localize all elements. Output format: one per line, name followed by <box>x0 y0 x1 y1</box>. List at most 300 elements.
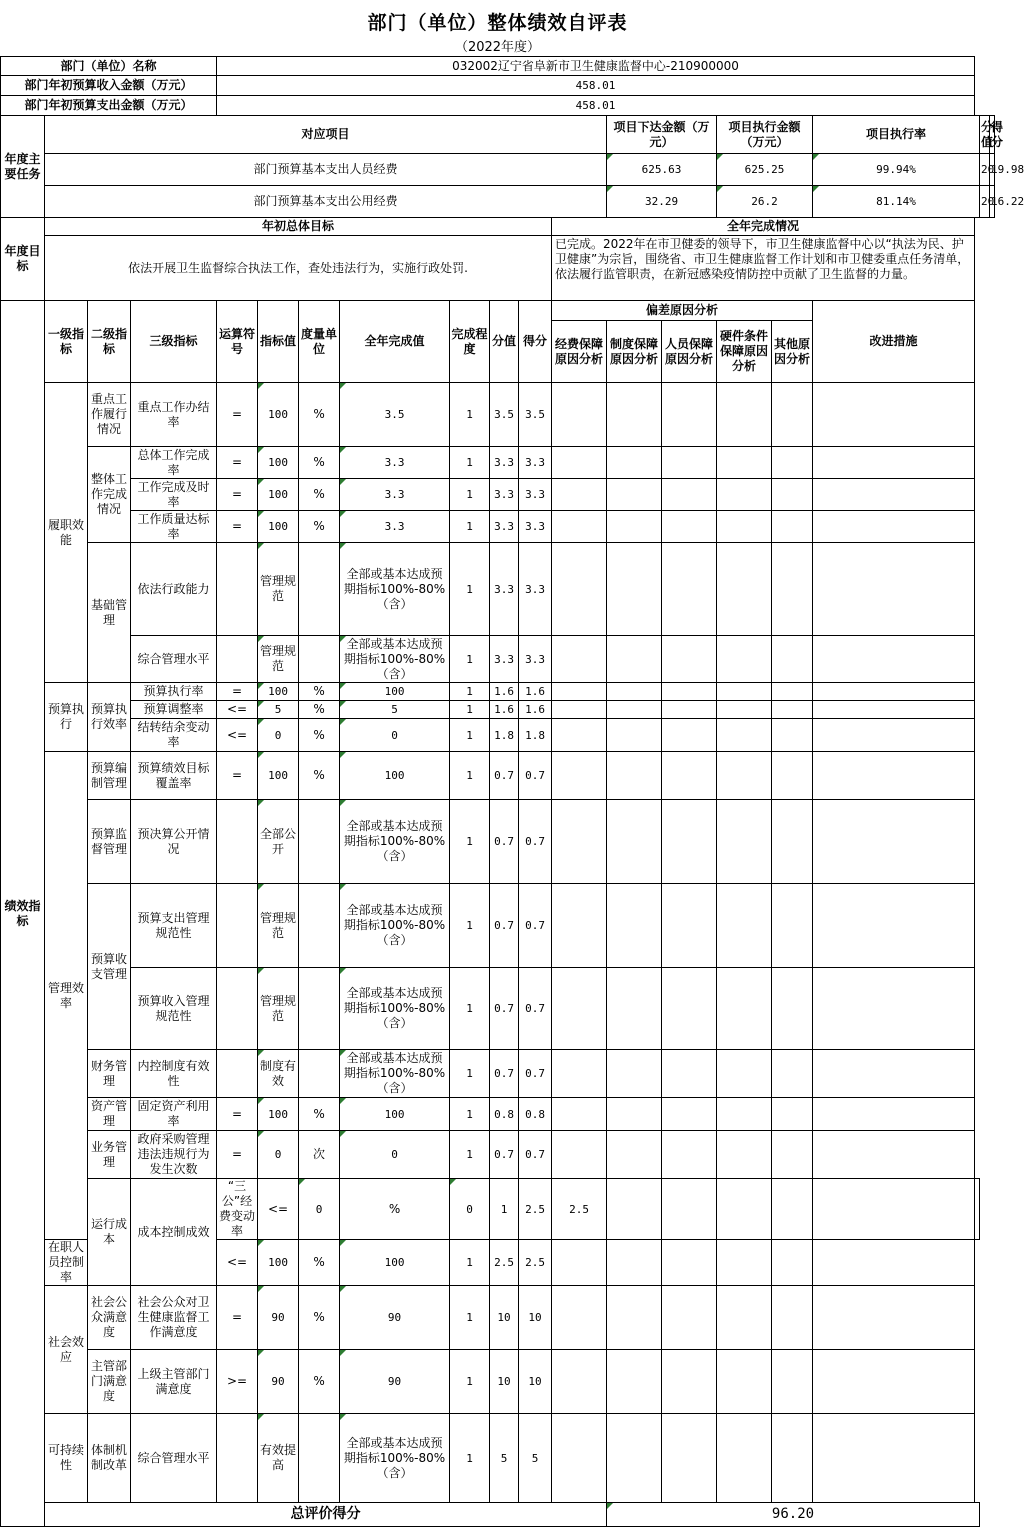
indicator-actual: 0 <box>450 1179 490 1240</box>
indicator-row <box>1 543 995 636</box>
l1-perf: 履职效能 <box>45 383 88 683</box>
dev-cell <box>607 511 662 543</box>
indicator-degree: 1 <box>450 1240 490 1286</box>
dev-cell <box>662 511 717 543</box>
l1-sustain: 可持续性 <box>45 1414 88 1503</box>
indicator-degree: 1 <box>450 1286 490 1350</box>
indicator-unit: % <box>299 1350 340 1414</box>
improve-cell <box>813 719 975 752</box>
header-dev-staff: 人员保障原因分析 <box>662 321 717 383</box>
indicator-target: 100 <box>258 752 299 800</box>
goal-done-header: 全年完成情况 <box>552 218 975 236</box>
dev-cell <box>662 1179 717 1240</box>
indicator-unit <box>299 968 340 1050</box>
dev-cell <box>552 683 607 701</box>
indicator-op: = <box>217 752 258 800</box>
indicator-score: 0.7 <box>519 1131 552 1179</box>
l1-cost: 运行成本 <box>88 1179 131 1286</box>
indicator-actual: 100 <box>340 752 450 800</box>
indicator-actual: 100 <box>340 683 450 701</box>
income-value: 458.01 <box>217 76 975 96</box>
indicator-unit <box>299 800 340 884</box>
header-dev-system: 制度保障原因分析 <box>607 321 662 383</box>
dev-cell <box>772 636 813 683</box>
indicator-target: 管理规范 <box>258 636 299 683</box>
indicator-score: 3.5 <box>519 383 552 447</box>
improve-cell <box>813 701 975 719</box>
dev-cell <box>552 752 607 800</box>
improve-cell <box>813 479 975 511</box>
indicator-degree: 1 <box>450 383 490 447</box>
indicator-weight: 0.7 <box>490 752 519 800</box>
indicator-row <box>1 1179 995 1240</box>
header-degree: 完成程度 <box>450 301 490 383</box>
indicator-target: 制度有效 <box>258 1050 299 1098</box>
indicator-degree: 1 <box>450 511 490 543</box>
l2-base-mgmt: 基础管理 <box>88 543 131 683</box>
indicator-name: 工作质量达标率 <box>131 511 217 543</box>
dev-cell <box>607 1286 662 1350</box>
indicator-op <box>217 636 258 683</box>
indicator-name: 预算绩效目标覆盖率 <box>131 752 217 800</box>
dev-cell <box>552 1414 607 1503</box>
indicator-unit: % <box>340 1179 450 1240</box>
task-score: 19.98 <box>989 154 994 186</box>
indicator-row <box>1 719 995 752</box>
dev-cell <box>607 752 662 800</box>
indicator-score: 0.7 <box>519 800 552 884</box>
indicator-score: 3.3 <box>519 636 552 683</box>
dev-cell <box>772 1131 813 1179</box>
indicator-degree: 1 <box>450 636 490 683</box>
dev-cell <box>607 543 662 636</box>
header-score: 得分 <box>519 301 552 383</box>
indicator-row <box>1 383 995 447</box>
dev-cell <box>662 719 717 752</box>
indicator-score: 3.3 <box>519 479 552 511</box>
improve-cell <box>813 683 975 701</box>
indicator-unit: % <box>299 1240 340 1286</box>
goal-init-header: 年初总体目标 <box>45 218 552 236</box>
page-subtitle: （2022年度） <box>454 40 541 55</box>
evaluation-table <box>0 56 1024 1527</box>
indicator-unit <box>299 543 340 636</box>
l2-asset: 资产管理 <box>88 1098 131 1131</box>
indicator-op: = <box>217 511 258 543</box>
indicator-weight: 2.5 <box>519 1179 552 1240</box>
dept-name-label: 部门（单位）名称 <box>1 57 217 76</box>
dev-cell <box>552 383 607 447</box>
dev-cell <box>607 636 662 683</box>
indicator-actual: 100 <box>340 1098 450 1131</box>
dev-cell <box>772 447 813 479</box>
improve-cell <box>813 800 975 884</box>
dev-cell <box>552 1131 607 1179</box>
indicator-op: <= <box>217 701 258 719</box>
tasks-side-label: 年度主要任务 <box>1 116 45 218</box>
l2-key-work: 重点工作履行情况 <box>88 383 131 447</box>
header-target: 指标值 <box>258 301 299 383</box>
task-issued: 625.63 <box>607 154 717 186</box>
indicator-name: 固定资产利用率 <box>131 1098 217 1131</box>
indicator-degree: 1 <box>450 752 490 800</box>
dev-cell <box>772 1350 813 1414</box>
header-l3: 三级指标 <box>131 301 217 383</box>
dev-cell <box>662 1240 717 1286</box>
task-executed: 625.25 <box>717 154 813 186</box>
dev-cell <box>662 1414 717 1503</box>
dev-cell <box>772 968 813 1050</box>
indicator-name: 社会公众对卫生健康监督工作满意度 <box>131 1286 217 1350</box>
header-l1: 一级指标 <box>45 301 88 383</box>
indicator-degree: 1 <box>450 701 490 719</box>
header-dev-other: 其他原因分析 <box>772 321 813 383</box>
indicator-row <box>1 752 995 800</box>
dev-cell <box>552 1240 607 1286</box>
dev-cell <box>607 884 662 968</box>
expense-row <box>1 96 995 116</box>
dev-cell <box>662 884 717 968</box>
indicator-row <box>1 1131 995 1179</box>
improve-cell <box>813 1050 975 1098</box>
indicator-unit: % <box>299 683 340 701</box>
indicator-op: = <box>217 479 258 511</box>
header-dev-hardware: 硬件条件保障原因分析 <box>717 321 772 383</box>
indicator-actual: 全部或基本达成预期指标100%-80%（含） <box>340 800 450 884</box>
indicator-unit: % <box>299 752 340 800</box>
l2-budget-eff: 预算执行效率 <box>88 683 131 752</box>
dev-cell <box>717 701 772 719</box>
dev-cell <box>772 543 813 636</box>
indicator-target: 90 <box>258 1286 299 1350</box>
indicator-actual: 全部或基本达成预期指标100%-80%（含） <box>340 968 450 1050</box>
indicator-row <box>1 884 995 968</box>
tasks-header-score: 得分 <box>989 116 994 154</box>
indicator-target: 0 <box>258 1131 299 1179</box>
indicator-degree: 1 <box>450 884 490 968</box>
improve-cell <box>813 1240 975 1286</box>
indicator-target: 100 <box>258 447 299 479</box>
indicator-row <box>1 636 995 683</box>
indicator-name: 综合管理水平 <box>131 1414 217 1503</box>
improve-cell <box>813 543 975 636</box>
task-row <box>1 154 995 186</box>
tasks-header-item: 对应项目 <box>45 116 607 154</box>
dev-cell <box>552 511 607 543</box>
tasks-header-issued: 项目下达金额（万元） <box>607 116 717 154</box>
goal-side-label: 年度目标 <box>1 218 45 301</box>
dev-cell <box>772 752 813 800</box>
indicator-score: 2.5 <box>519 1240 552 1286</box>
indicator-weight: 2.5 <box>490 1240 519 1286</box>
indicator-op <box>217 884 258 968</box>
dev-cell <box>772 800 813 884</box>
dev-cell <box>662 1286 717 1350</box>
indicator-actual: 100 <box>340 1240 450 1286</box>
indicator-score: 1.8 <box>519 719 552 752</box>
dev-cell <box>552 719 607 752</box>
indicator-weight: 3.3 <box>490 511 519 543</box>
tasks-header-weight: 分值 <box>980 116 990 154</box>
indicator-target: 有效提高 <box>258 1414 299 1503</box>
dev-cell <box>607 683 662 701</box>
indicator-weight: 10 <box>490 1286 519 1350</box>
indicator-name: 工作完成及时率 <box>131 479 217 511</box>
indicator-degree: 1 <box>450 479 490 511</box>
indicator-actual: 90 <box>340 1286 450 1350</box>
income-row <box>1 76 995 96</box>
indicator-name: 上级主管部门满意度 <box>131 1350 217 1414</box>
dev-cell <box>662 1098 717 1131</box>
indicator-weight: 3.3 <box>490 447 519 479</box>
indicator-op <box>217 968 258 1050</box>
dept-name-row <box>1 57 995 76</box>
dev-cell <box>607 1098 662 1131</box>
dev-cell <box>772 1240 813 1286</box>
indicator-target: 100 <box>258 383 299 447</box>
goal-init-text: 依法开展卫生监督综合执法工作，查处违法行为，实施行政处罚. <box>45 236 552 301</box>
goal-done-text: 已完成。2022年在市卫健委的领导下，市卫生健康监督中心以“执法为民、护卫健康”为宗旨，围绕省、市卫生健康监督工作计划和市卫健委重点任务清单，依法履行监管职责，在新冠感染疫情防控中贡献了卫生监督的力量。 <box>552 236 975 301</box>
tasks-header-row <box>1 116 995 154</box>
improve-cell <box>813 447 975 479</box>
dev-cell <box>662 383 717 447</box>
task-weight: 20 <box>980 186 990 218</box>
dev-cell <box>607 1414 662 1503</box>
task-weight: 20 <box>980 154 990 186</box>
indicator-name: 总体工作完成率 <box>131 447 217 479</box>
indicator-actual: 3.3 <box>340 479 450 511</box>
indicator-weight: 3.3 <box>490 636 519 683</box>
dev-cell <box>552 1098 607 1131</box>
indicator-weight: 0.7 <box>490 800 519 884</box>
dev-cell <box>607 800 662 884</box>
indicator-actual: 全部或基本达成预期指标100%-80%（含） <box>340 1414 450 1503</box>
indicator-name: 依法行政能力 <box>131 543 217 636</box>
dev-cell <box>607 1131 662 1179</box>
dev-cell <box>717 511 772 543</box>
header-l2: 二级指标 <box>88 301 131 383</box>
indicator-row <box>1 479 995 511</box>
task-item: 部门预算基本支出人员经费 <box>45 154 607 186</box>
tasks-header-executed: 项目执行金额（万元） <box>717 116 813 154</box>
indicator-row <box>1 1350 995 1414</box>
indicator-name: 综合管理水平 <box>131 636 217 683</box>
indicator-degree: 1 <box>450 543 490 636</box>
indicator-target: 100 <box>258 1240 299 1286</box>
dev-cell <box>717 1098 772 1131</box>
indicator-score: 0.7 <box>519 968 552 1050</box>
dev-cell <box>772 511 813 543</box>
dev-cell <box>717 1050 772 1098</box>
improve-cell <box>813 511 975 543</box>
indicator-name: 政府采购管理违法违规行为发生次数 <box>131 1131 217 1179</box>
dev-cell <box>662 1050 717 1098</box>
income-label: 部门年初预算收入金额（万元） <box>1 76 217 96</box>
indicator-unit: % <box>299 383 340 447</box>
page-title: 部门（单位）整体绩效自评表 <box>367 12 628 34</box>
dev-cell <box>662 701 717 719</box>
indicator-name: 预算执行率 <box>131 683 217 701</box>
indicator-score: 0.7 <box>519 884 552 968</box>
indicator-actual: 3.3 <box>340 447 450 479</box>
indicator-unit: % <box>299 701 340 719</box>
indicator-op: = <box>217 383 258 447</box>
indicator-target: 管理规范 <box>258 884 299 968</box>
indicator-row <box>1 511 995 543</box>
improve-cell <box>813 884 975 968</box>
dev-cell <box>607 1240 662 1286</box>
indicator-name: 重点工作办结率 <box>131 383 217 447</box>
indicator-weight: 1.6 <box>490 701 519 719</box>
dev-cell <box>662 479 717 511</box>
indicator-score: 1.6 <box>519 701 552 719</box>
dev-cell <box>662 447 717 479</box>
dev-cell <box>662 636 717 683</box>
dev-cell <box>552 636 607 683</box>
l2-public-sat: 社会公众满意度 <box>88 1286 131 1350</box>
indicator-op: = <box>217 683 258 701</box>
dev-cell <box>772 884 813 968</box>
dev-cell <box>813 1179 975 1240</box>
dev-cell <box>662 800 717 884</box>
header-improve: 改进措施 <box>813 301 975 383</box>
indicator-score: 3.3 <box>519 447 552 479</box>
indicator-target: 100 <box>258 479 299 511</box>
indicator-op: <= <box>258 1179 299 1240</box>
dev-cell <box>662 752 717 800</box>
indicator-score: 10 <box>519 1350 552 1414</box>
total-value: 96.20 <box>607 1503 980 1527</box>
indicator-op: = <box>217 1131 258 1179</box>
indicator-actual: 3.3 <box>340 511 450 543</box>
header-actual: 全年完成值 <box>340 301 450 383</box>
l2-business: 业务管理 <box>88 1131 131 1179</box>
indicator-target: 5 <box>258 701 299 719</box>
task-row <box>1 186 995 218</box>
l2-finance: 财务管理 <box>88 1050 131 1098</box>
dev-cell <box>717 884 772 968</box>
indicator-degree: 1 <box>450 1414 490 1503</box>
indicator-unit: % <box>299 447 340 479</box>
indicator-row <box>1 1286 995 1350</box>
indicator-row <box>1 800 995 884</box>
indicator-degree: 1 <box>450 683 490 701</box>
l2-budget-compile: 预算编制管理 <box>88 752 131 800</box>
indicator-op <box>217 800 258 884</box>
indicator-target: 全部公开 <box>258 800 299 884</box>
indicator-weight: 0.7 <box>490 968 519 1050</box>
header-unit: 度量单位 <box>299 301 340 383</box>
indicators-header-row <box>1 301 995 321</box>
goal-header-row <box>1 218 995 236</box>
indicator-unit: % <box>299 479 340 511</box>
indicator-unit <box>299 636 340 683</box>
task-rate: 81.14% <box>813 186 980 218</box>
dev-cell <box>717 1286 772 1350</box>
dev-cell <box>717 683 772 701</box>
indicator-weight: 1.6 <box>490 683 519 701</box>
dev-cell <box>717 447 772 479</box>
indicator-unit: % <box>299 1286 340 1350</box>
l1-budget: 预算执行 <box>45 683 88 752</box>
indicator-name: 预算调整率 <box>131 701 217 719</box>
task-item: 部门预算基本支出公用经费 <box>45 186 607 218</box>
dev-cell <box>662 1131 717 1179</box>
dev-cell <box>607 479 662 511</box>
dev-cell <box>552 968 607 1050</box>
indicator-op <box>217 1050 258 1098</box>
dev-cell <box>607 719 662 752</box>
indicator-actual: 90 <box>340 1350 450 1414</box>
indicator-op: = <box>217 1286 258 1350</box>
dev-cell <box>717 1350 772 1414</box>
dev-cell <box>662 683 717 701</box>
indicator-op <box>217 1414 258 1503</box>
indicator-unit <box>299 1414 340 1503</box>
dev-cell <box>717 1131 772 1179</box>
indicator-degree: 1 <box>450 1350 490 1414</box>
l2-superior-sat: 主管部门满意度 <box>88 1350 131 1414</box>
indicator-weight: 3.3 <box>490 543 519 636</box>
indicator-score: 0.8 <box>519 1098 552 1131</box>
dev-cell <box>552 1050 607 1098</box>
indicator-unit: 次 <box>299 1131 340 1179</box>
header-weight: 分值 <box>490 301 519 383</box>
indicator-degree: 1 <box>450 968 490 1050</box>
improve-cell <box>813 1350 975 1414</box>
indicator-row <box>1 1050 995 1098</box>
indicator-score: 1.6 <box>519 683 552 701</box>
indicator-unit: % <box>299 1098 340 1131</box>
indicator-score: 2.5 <box>552 1179 607 1240</box>
indicator-op: <= <box>217 1240 258 1286</box>
improve-cell <box>813 1286 975 1350</box>
dev-cell <box>772 719 813 752</box>
improve-cell <box>813 383 975 447</box>
improve-cell <box>813 636 975 683</box>
indicator-weight: 3.3 <box>490 479 519 511</box>
task-rate: 99.94% <box>813 154 980 186</box>
total-label: 总评价得分 <box>45 1503 607 1527</box>
indicator-actual: 全部或基本达成预期指标100%-80%（含） <box>340 884 450 968</box>
total-row <box>1 1503 995 1527</box>
improve-cell <box>813 752 975 800</box>
dev-cell <box>717 543 772 636</box>
indicator-actual: 0 <box>340 1131 450 1179</box>
l2-mechanism: 体制机制改革 <box>88 1414 131 1503</box>
indicator-name: 内控制度有效性 <box>131 1050 217 1098</box>
indicator-target: 0 <box>299 1179 340 1240</box>
dev-cell <box>552 800 607 884</box>
indicator-weight: 1.8 <box>490 719 519 752</box>
dev-cell <box>607 1050 662 1098</box>
goal-row <box>1 236 995 301</box>
dev-cell <box>662 1350 717 1414</box>
header-op: 运算符号 <box>217 301 258 383</box>
dev-cell <box>772 1179 813 1240</box>
dev-cell <box>717 479 772 511</box>
indicator-degree: 1 <box>450 1098 490 1131</box>
task-issued: 32.29 <box>607 186 717 218</box>
indicator-op: >= <box>217 1350 258 1414</box>
l2-budget-supervise: 预算监督管理 <box>88 800 131 884</box>
indicator-unit: % <box>299 511 340 543</box>
dev-cell <box>717 800 772 884</box>
indicator-weight: 0.8 <box>490 1098 519 1131</box>
dev-cell <box>772 479 813 511</box>
indicator-name: 在职人员控制率 <box>45 1240 88 1286</box>
indicator-score: 3.3 <box>519 511 552 543</box>
